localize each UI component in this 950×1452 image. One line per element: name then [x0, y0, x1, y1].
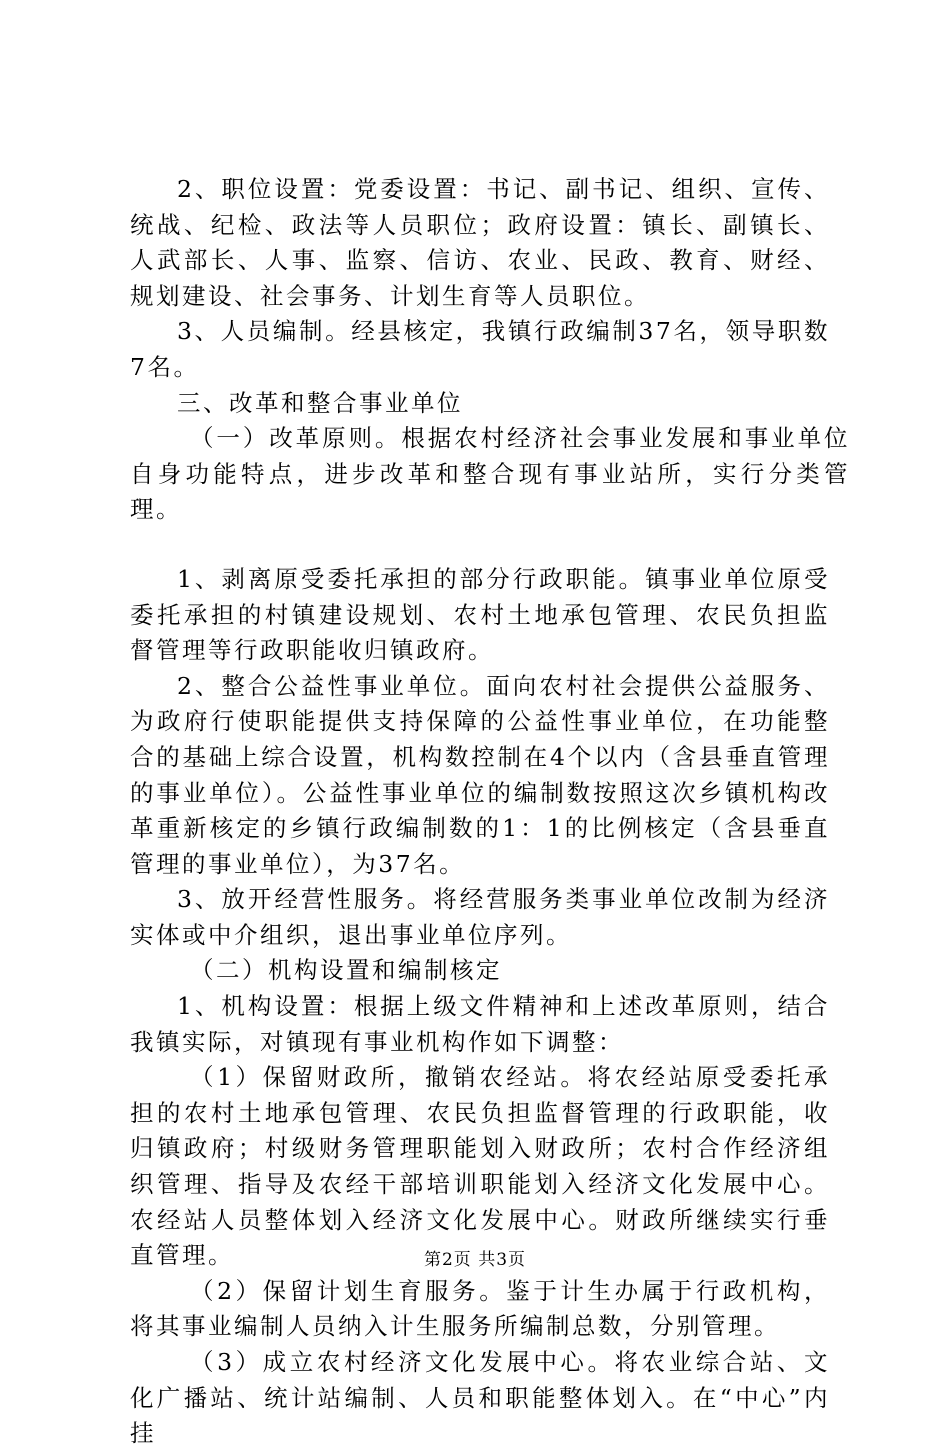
paragraph-position-setup: 2、职位设置：党委设置：书记、副书记、组织、宣传、统战、纪检、政法等人员职位；政府设置：镇长、副镇长、人武部长、人事、监察、信访、农业、民政、教育、财经、规划建设、社会事务、计划生育等人员职位。 [130, 175, 830, 310]
page-number-footer: 第2页 共3页 [423, 1250, 527, 1270]
paragraph-family-planning: （2）保留计划生育服务。鉴于计生办属于行政机构，将其事业编制人员纳入计生服务所编制总数，分别管理。 [130, 1276, 830, 1341]
paragraph-open-commercial-services: 3、放开经营性服务。将经营服务类事业单位改制为经济实体或中介组织，退出事业单位序列。 [130, 885, 830, 949]
paragraph-integrate-public-welfare: 2、整合公益性事业单位。面向农村社会提供公益服务、为政府行使职能提供支持保障的公益性事业单位，在功能整合的基础上综合设置，机构数控制在4个以内（含县垂直管理的事业单位）。公益性事业单位的编制数按照这次乡镇机构改革重新核定的乡镇行政编制数的1：1的比例核定（含县垂直管理的事业单位），为37名。 [130, 671, 830, 878]
paragraph-staffing: 3、人员编制。经县核定，我镇行政编制37名，领导职数7名。 [130, 317, 830, 381]
subheading-institution-setup: （二）机构设置和编制核定 [190, 956, 502, 985]
paragraph-reform-principles: （一）改革原则。根据农村经济社会事业发展和事业单位自身功能特点，进步改革和整合现有事业站所，实行分类管理。 [130, 424, 850, 524]
paragraph-strip-admin-functions: 1、剥离原受委托承担的部分行政职能。镇事业单位原受委托承担的村镇建设规划、农村土地承包管理、农民负担监督管理等行政职能收归镇政府。 [130, 564, 830, 665]
paragraph-finance-office: （1）保留财政所，撤销农经站。将农经站原受委托承担的农村土地承包管理、农民负担监督管理的行政职能，收归镇政府；村级财务管理职能划入财政所；农村合作经济组织管理、指导及农经干部培训职能划入经济文化发展中心。农经站人员整体划入经济文化发展中心。财政所继续实行垂直管理。 [130, 1063, 830, 1270]
paragraph-institution-setup: 1、机构设置：根据上级文件精神和上述改革原则，结合我镇实际，对镇现有事业机构作如下调整： [130, 992, 830, 1056]
paragraph-spacer [130, 528, 830, 562]
paragraph-economic-culture-center: （3）成立农村经济文化发展中心。将农业综合站、文化广播站、统计站编制、人员和职能整体划入。在“中心”内挂 [130, 1348, 830, 1448]
section-heading-reform-institutions: 三、改革和整合事业单位 [177, 388, 463, 417]
